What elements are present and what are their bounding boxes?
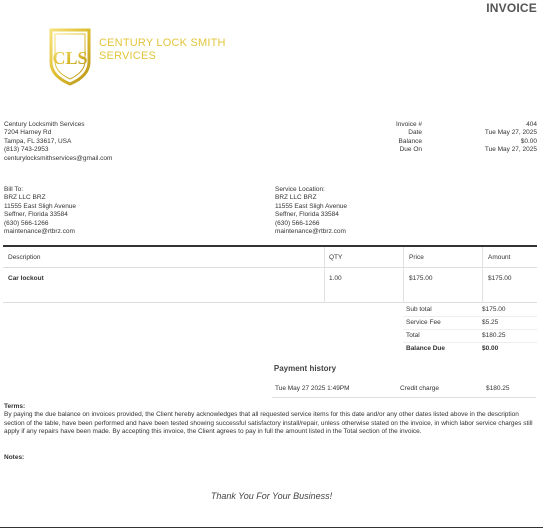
- table-row: [3, 268, 537, 303]
- meta-label: Date: [408, 129, 422, 137]
- total-value: $175.00: [482, 305, 506, 313]
- payment-amount: $180.25: [486, 385, 510, 392]
- company-email[interactable]: centurylocksmithservices@gmail.com: [4, 154, 113, 162]
- terms-section: [4, 403, 538, 437]
- company-logo: [47, 26, 237, 88]
- bill-to-heading: Bill To:: [4, 186, 24, 193]
- logo-name-line2: SERVICES: [99, 49, 157, 62]
- header-description: Description: [8, 253, 41, 261]
- company-city: Tampa, FL 33617, USA: [4, 137, 72, 145]
- header-amount: Amount: [488, 253, 511, 261]
- total-value: $180.25: [482, 331, 506, 339]
- invoice-title: INVOICE: [486, 1, 537, 15]
- service-location-email[interactable]: maintenance@rtbrz.com: [275, 228, 346, 236]
- service-location-city: Seffner, Florida 33584: [275, 211, 339, 219]
- meta-label: Balance: [398, 137, 422, 145]
- invoice-meta: [392, 121, 537, 155]
- thank-you-message: Thank You For Your Business!: [210, 491, 333, 501]
- meta-label: Due On: [399, 146, 422, 154]
- total-row: [403, 330, 537, 343]
- line-items-table: [3, 245, 537, 303]
- service-location-name: BRZ LLC BRZ: [275, 194, 317, 202]
- bill-to-email[interactable]: maintenance@rtbrz.com: [4, 228, 75, 236]
- balance-due-row: [403, 343, 537, 356]
- shield-logo-icon: [47, 26, 93, 86]
- company-address: [4, 121, 112, 163]
- column-divider: [482, 247, 483, 303]
- item-qty: 1.00: [329, 274, 342, 282]
- payment-method: Credit charge: [400, 385, 440, 392]
- bill-to-name: BRZ LLC BRZ: [4, 194, 46, 202]
- payment-history-row: [272, 382, 536, 398]
- total-value: $0.00: [482, 345, 499, 353]
- item-description: Car lockout: [8, 274, 44, 282]
- meta-invoice-number: [392, 121, 537, 129]
- total-label: Service Fee: [406, 318, 441, 326]
- total-label: Sub total: [406, 305, 432, 313]
- logo-name-line1: CENTURY LOCK SMITH: [99, 37, 226, 49]
- item-amount: $175.00: [488, 274, 512, 282]
- bill-to-block: [4, 186, 76, 237]
- company-phone: (813) 743-2953: [4, 146, 49, 154]
- header-price: Price: [409, 253, 424, 261]
- company-name: Century Locksmith Services: [4, 121, 85, 128]
- meta-balance: [392, 138, 537, 146]
- meta-date: [392, 129, 537, 137]
- column-divider: [403, 247, 404, 303]
- subtotal-row: [403, 304, 537, 317]
- total-label: Total: [406, 331, 420, 339]
- terms-text: By paying the due balance on invoices provided, the Client hereby acknowledges that all requested service items for this date and/or any other dates listed above in the description section of the table, have been performed and have been tested showing successful satisfactory install/repair, unless otherwise stated on the invoice, in which labor service charges still apply if any repairs have been made. By accepting this invoice, the Client agrees to pay in full the amount listed in the Total section of the invoice.: [4, 411, 533, 436]
- meta-value: Tue May 27, 2025: [484, 129, 537, 137]
- logo-monogram: CLS: [52, 48, 88, 68]
- company-street: 7204 Harney Rd: [4, 129, 52, 137]
- service-location-heading: Service Location:: [275, 186, 325, 193]
- payment-date: Tue May 27 2025 1:49PM: [275, 385, 350, 392]
- service-fee-row: [403, 317, 537, 330]
- service-location-phone: (630) 566-1266: [275, 219, 320, 227]
- bill-to-street: 11555 East Sligh Avenue: [4, 202, 77, 210]
- meta-value: 404: [526, 121, 537, 128]
- payment-history-title: Payment history: [273, 364, 337, 373]
- logo-wordmark: [99, 37, 226, 62]
- total-label: Balance Due: [406, 345, 446, 353]
- totals-summary: [403, 304, 537, 356]
- meta-value: $0.00: [520, 137, 537, 145]
- notes-label: Notes:: [4, 454, 25, 461]
- header-qty: QTY: [329, 253, 343, 261]
- service-location-block: [275, 186, 347, 237]
- table-header-row: [3, 247, 537, 268]
- footer-rule: [0, 527, 543, 528]
- bill-to-phone: (630) 566-1266: [4, 219, 49, 227]
- item-price: $175.00: [409, 274, 433, 282]
- terms-label: Terms:: [4, 403, 26, 410]
- meta-value: Tue May 27, 2025: [484, 146, 537, 154]
- total-value: $5.25: [482, 318, 499, 326]
- meta-due-on: [392, 146, 537, 154]
- bill-to-city: Seffner, Florida 33584: [4, 211, 68, 219]
- meta-label: Invoice #: [395, 121, 422, 128]
- column-divider: [324, 247, 325, 303]
- service-location-street: 11555 East Sligh Avenue: [275, 202, 348, 210]
